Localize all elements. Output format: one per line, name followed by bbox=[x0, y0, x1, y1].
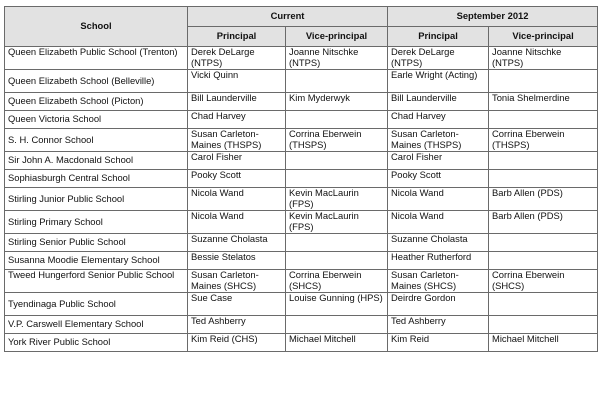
table-row bbox=[5, 70, 598, 93]
cell-september-principal: Pooky Scott bbox=[388, 170, 489, 188]
cell-september-principal: Ted Ashberry bbox=[388, 316, 489, 334]
cell-current-principal: Susan Carleton-Maines (THSPS) bbox=[188, 129, 286, 152]
cell-current-vice-principal: Louise Gunning (HPS) bbox=[286, 293, 388, 316]
cell-current-vice-principal bbox=[286, 252, 388, 270]
cell-current-principal: Kim Reid (CHS) bbox=[188, 334, 286, 352]
cell-current-vice-principal: Joanne Nitschke (NTPS) bbox=[286, 47, 388, 70]
table-row bbox=[5, 334, 598, 352]
cell-september-vice-principal bbox=[489, 316, 598, 334]
cell-current-vice-principal: Michael Mitchell bbox=[286, 334, 388, 352]
header-row-groups bbox=[5, 7, 598, 27]
cell-september-vice-principal bbox=[489, 70, 598, 93]
cell-september-vice-principal: Tonia Shelmerdine bbox=[489, 93, 598, 111]
cell-current-principal: Chad Harvey bbox=[188, 111, 286, 129]
cell-current-principal: Carol Fisher bbox=[188, 152, 286, 170]
table-row bbox=[5, 316, 598, 334]
table-row bbox=[5, 129, 598, 152]
table-row bbox=[5, 270, 598, 293]
cell-school: Sophiasburgh Central School bbox=[5, 170, 188, 188]
cell-september-vice-principal bbox=[489, 152, 598, 170]
cell-september-vice-principal: Corrina Eberwein (SHCS) bbox=[489, 270, 598, 293]
cell-september-principal: Nicola Wand bbox=[388, 188, 489, 211]
cell-school: Queen Elizabeth School (Belleville) bbox=[5, 70, 188, 93]
header-vice-principal-september: Vice-principal bbox=[489, 27, 598, 47]
cell-school: Queen Elizabeth School (Picton) bbox=[5, 93, 188, 111]
cell-current-principal: Derek DeLarge (NTPS) bbox=[188, 47, 286, 70]
cell-current-principal: Sue Case bbox=[188, 293, 286, 316]
cell-current-principal: Bill Launderville bbox=[188, 93, 286, 111]
table-row bbox=[5, 188, 598, 211]
table-row bbox=[5, 211, 598, 234]
cell-september-principal: Susan Carleton-Maines (SHCS) bbox=[388, 270, 489, 293]
cell-september-principal: Kim Reid bbox=[388, 334, 489, 352]
cell-current-vice-principal: Corrina Eberwein (SHCS) bbox=[286, 270, 388, 293]
table-header bbox=[5, 7, 598, 47]
cell-current-vice-principal: Corrina Eberwein (THSPS) bbox=[286, 129, 388, 152]
cell-september-vice-principal: Corrina Eberwein (THSPS) bbox=[489, 129, 598, 152]
cell-september-principal: Carol Fisher bbox=[388, 152, 489, 170]
table-row bbox=[5, 47, 598, 70]
cell-september-vice-principal: Joanne Nitschke (NTPS) bbox=[489, 47, 598, 70]
cell-current-vice-principal: Kim Myderwyk bbox=[286, 93, 388, 111]
cell-school: V.P. Carswell Elementary School bbox=[5, 316, 188, 334]
cell-current-principal: Nicola Wand bbox=[188, 211, 286, 234]
cell-september-principal: Earle Wright (Acting) bbox=[388, 70, 489, 93]
cell-september-principal: Chad Harvey bbox=[388, 111, 489, 129]
cell-school: York River Public School bbox=[5, 334, 188, 352]
cell-september-principal: Nicola Wand bbox=[388, 211, 489, 234]
table-body bbox=[5, 47, 598, 352]
staff-table bbox=[4, 6, 598, 352]
header-vice-principal-current: Vice-principal bbox=[286, 27, 388, 47]
cell-school: Susanna Moodie Elementary School bbox=[5, 252, 188, 270]
cell-september-vice-principal bbox=[489, 234, 598, 252]
cell-current-vice-principal bbox=[286, 70, 388, 93]
cell-september-vice-principal: Barb Allen (PDS) bbox=[489, 211, 598, 234]
cell-school: Tweed Hungerford Senior Public School bbox=[5, 270, 188, 293]
cell-current-principal: Bessie Stelatos bbox=[188, 252, 286, 270]
cell-school: Sir John A. Macdonald School bbox=[5, 152, 188, 170]
cell-school: Tyendinaga Public School bbox=[5, 293, 188, 316]
cell-current-principal: Nicola Wand bbox=[188, 188, 286, 211]
cell-school: Stirling Senior Public School bbox=[5, 234, 188, 252]
header-current: Current bbox=[188, 7, 388, 27]
cell-current-principal: Susan Carleton-Maines (SHCS) bbox=[188, 270, 286, 293]
table-row bbox=[5, 152, 598, 170]
cell-september-vice-principal bbox=[489, 293, 598, 316]
table-row bbox=[5, 293, 598, 316]
cell-current-principal: Vicki Quinn bbox=[188, 70, 286, 93]
cell-current-vice-principal: Kevin MacLaurin (FPS) bbox=[286, 211, 388, 234]
header-principal-current: Principal bbox=[188, 27, 286, 47]
table-row bbox=[5, 170, 598, 188]
table-row bbox=[5, 93, 598, 111]
cell-current-vice-principal bbox=[286, 234, 388, 252]
cell-current-principal: Suzanne Cholasta bbox=[188, 234, 286, 252]
cell-current-vice-principal bbox=[286, 152, 388, 170]
header-principal-september: Principal bbox=[388, 27, 489, 47]
cell-september-vice-principal bbox=[489, 111, 598, 129]
header-september-2012: September 2012 bbox=[388, 7, 598, 27]
table-row bbox=[5, 234, 598, 252]
cell-september-principal: Suzanne Cholasta bbox=[388, 234, 489, 252]
cell-current-principal: Ted Ashberry bbox=[188, 316, 286, 334]
cell-september-principal: Susan Carleton-Maines (THSPS) bbox=[388, 129, 489, 152]
cell-september-principal: Derek DeLarge (NTPS) bbox=[388, 47, 489, 70]
cell-current-principal: Pooky Scott bbox=[188, 170, 286, 188]
cell-current-vice-principal: Kevin MacLaurin (FPS) bbox=[286, 188, 388, 211]
cell-current-vice-principal bbox=[286, 316, 388, 334]
cell-school: Stirling Primary School bbox=[5, 211, 188, 234]
header-school: School bbox=[5, 7, 188, 47]
cell-school: Stirling Junior Public School bbox=[5, 188, 188, 211]
cell-september-principal: Bill Launderville bbox=[388, 93, 489, 111]
cell-school: S. H. Connor School bbox=[5, 129, 188, 152]
cell-september-principal: Deirdre Gordon bbox=[388, 293, 489, 316]
table-row bbox=[5, 111, 598, 129]
cell-school: Queen Victoria School bbox=[5, 111, 188, 129]
cell-current-vice-principal bbox=[286, 170, 388, 188]
cell-september-vice-principal: Michael Mitchell bbox=[489, 334, 598, 352]
cell-september-vice-principal: Barb Allen (PDS) bbox=[489, 188, 598, 211]
cell-september-vice-principal bbox=[489, 252, 598, 270]
cell-september-principal: Heather Rutherford bbox=[388, 252, 489, 270]
cell-current-vice-principal bbox=[286, 111, 388, 129]
table-row bbox=[5, 252, 598, 270]
cell-september-vice-principal bbox=[489, 170, 598, 188]
cell-school: Queen Elizabeth Public School (Trenton) bbox=[5, 47, 188, 70]
